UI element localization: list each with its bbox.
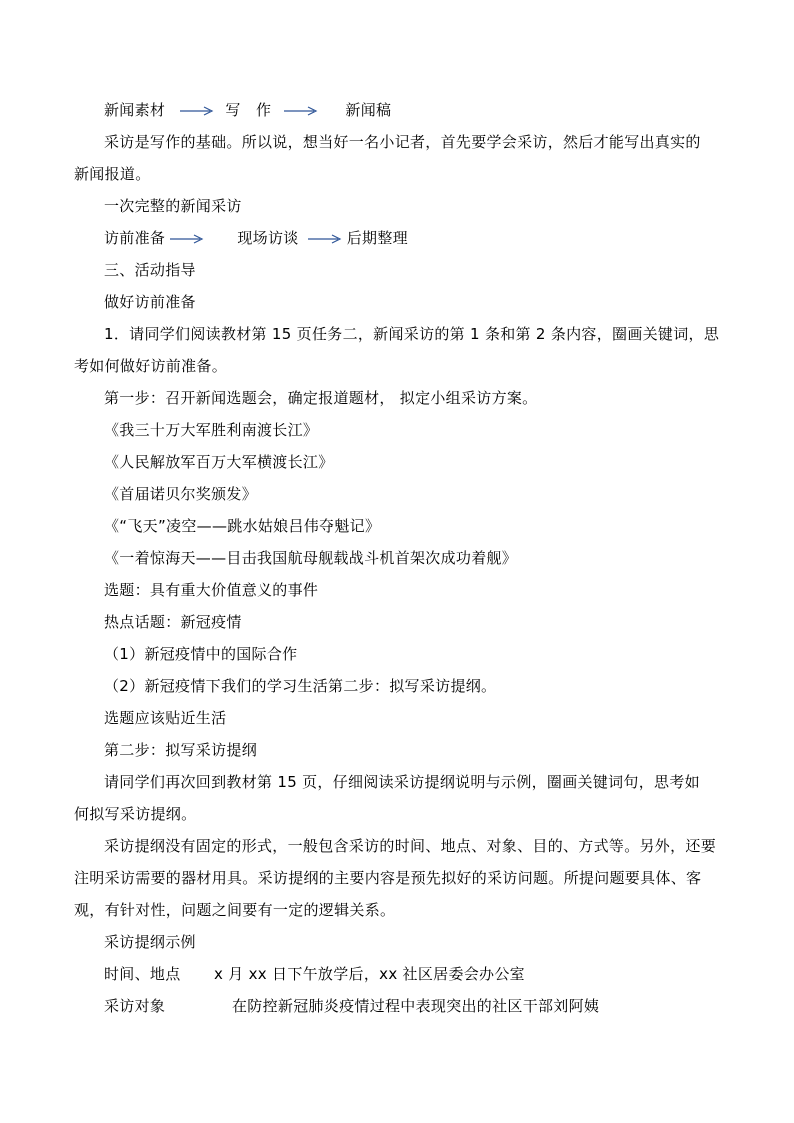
example-target-value: 在防控新冠肺炎疫情过程中表现突出的社区干部刘阿姨 bbox=[232, 997, 600, 1015]
arrow-right-icon bbox=[284, 106, 318, 116]
paragraph-line: 选题：具有重大价值意义的事件 bbox=[104, 581, 319, 599]
flow-news-writing bbox=[104, 100, 391, 120]
paragraph-line: 采访是写作的基础。所以说，想当好一名小记者，首先要学会采访，然后才能写出真实的 bbox=[104, 133, 701, 151]
news-title: 《人民解放军百万大军横渡长江》 bbox=[104, 453, 334, 471]
arrow-right-icon bbox=[170, 234, 204, 244]
list-item: （1）新冠疫情中的国际合作 bbox=[104, 645, 298, 663]
news-title: 《我三十万大军胜利南渡长江》 bbox=[104, 421, 319, 439]
flow-step-prep: 访前准备 bbox=[104, 229, 166, 247]
paragraph-line: 热点话题：新冠疫情 bbox=[104, 613, 242, 631]
flow-step-material: 新闻素材 bbox=[104, 101, 166, 119]
paragraph-line: 注明采访需要的器材用具。采访提纲的主要内容是预先拟好的采访问题。所提问题要具体、客 bbox=[74, 869, 702, 887]
news-title: 《一着惊海天——目击我国航母舰载战斗机首架次成功着舰》 bbox=[104, 549, 518, 567]
arrow-right-icon bbox=[180, 106, 214, 116]
paragraph-line: 1．请同学们阅读教材第 15 页任务二，新闻采访的第 1 条和第 2 条内容，圈画关键词，思 bbox=[104, 325, 720, 343]
paragraph-line: 新闻报道。 bbox=[74, 165, 151, 183]
paragraph-line: 采访提纲没有固定的形式，一般包含采访的时间、地点、对象、目的、方式等。另外，还要 bbox=[104, 837, 717, 855]
paragraph-line: 何拟写采访提纲。 bbox=[74, 805, 197, 823]
example-time-value: x 月 xx 日下午放学后，xx 社区居委会办公室 bbox=[214, 965, 525, 983]
paragraph-line: 观，有针对性，问题之间要有一定的逻辑关系。 bbox=[74, 901, 396, 919]
flow-step-followup: 后期整理 bbox=[346, 229, 408, 247]
flow-step-manuscript: 新闻稿 bbox=[345, 101, 392, 119]
news-title: 《“飞天”凌空——跳水姑娘吕伟夺魁记》 bbox=[104, 517, 381, 535]
step-two: 第二步：拟写采访提纲 bbox=[104, 741, 258, 759]
paragraph-line: 一次完整的新闻采访 bbox=[104, 197, 242, 215]
flow-interview bbox=[104, 228, 408, 248]
subsection-heading: 做好访前准备 bbox=[104, 293, 196, 311]
arrow-right-icon bbox=[308, 234, 342, 244]
section-heading: 三、活动指导 bbox=[104, 261, 196, 279]
example-target-label: 采访对象 bbox=[104, 997, 166, 1015]
step-one: 第一步：召开新闻选题会，确定报道题材， 拟定小组采访方案。 bbox=[104, 389, 538, 407]
paragraph-line: 选题应该贴近生活 bbox=[104, 709, 227, 727]
paragraph-line: 请同学们再次回到教材第 15 页，仔细阅读采访提纲说明与示例，圈画关键词句，思考如 bbox=[104, 773, 700, 791]
example-time-label: 时间、地点 bbox=[104, 965, 181, 983]
flow-step-writing: 写 作 bbox=[225, 101, 272, 119]
paragraph-line: 考如何做好访前准备。 bbox=[74, 357, 228, 375]
list-item: （2）新冠疫情下我们的学习生活第二步：拟写采访提纲。 bbox=[104, 677, 497, 695]
news-title: 《首届诺贝尔奖颁发》 bbox=[104, 485, 258, 503]
flow-step-interview: 现场访谈 bbox=[237, 229, 299, 247]
example-heading: 采访提纲示例 bbox=[104, 933, 196, 951]
